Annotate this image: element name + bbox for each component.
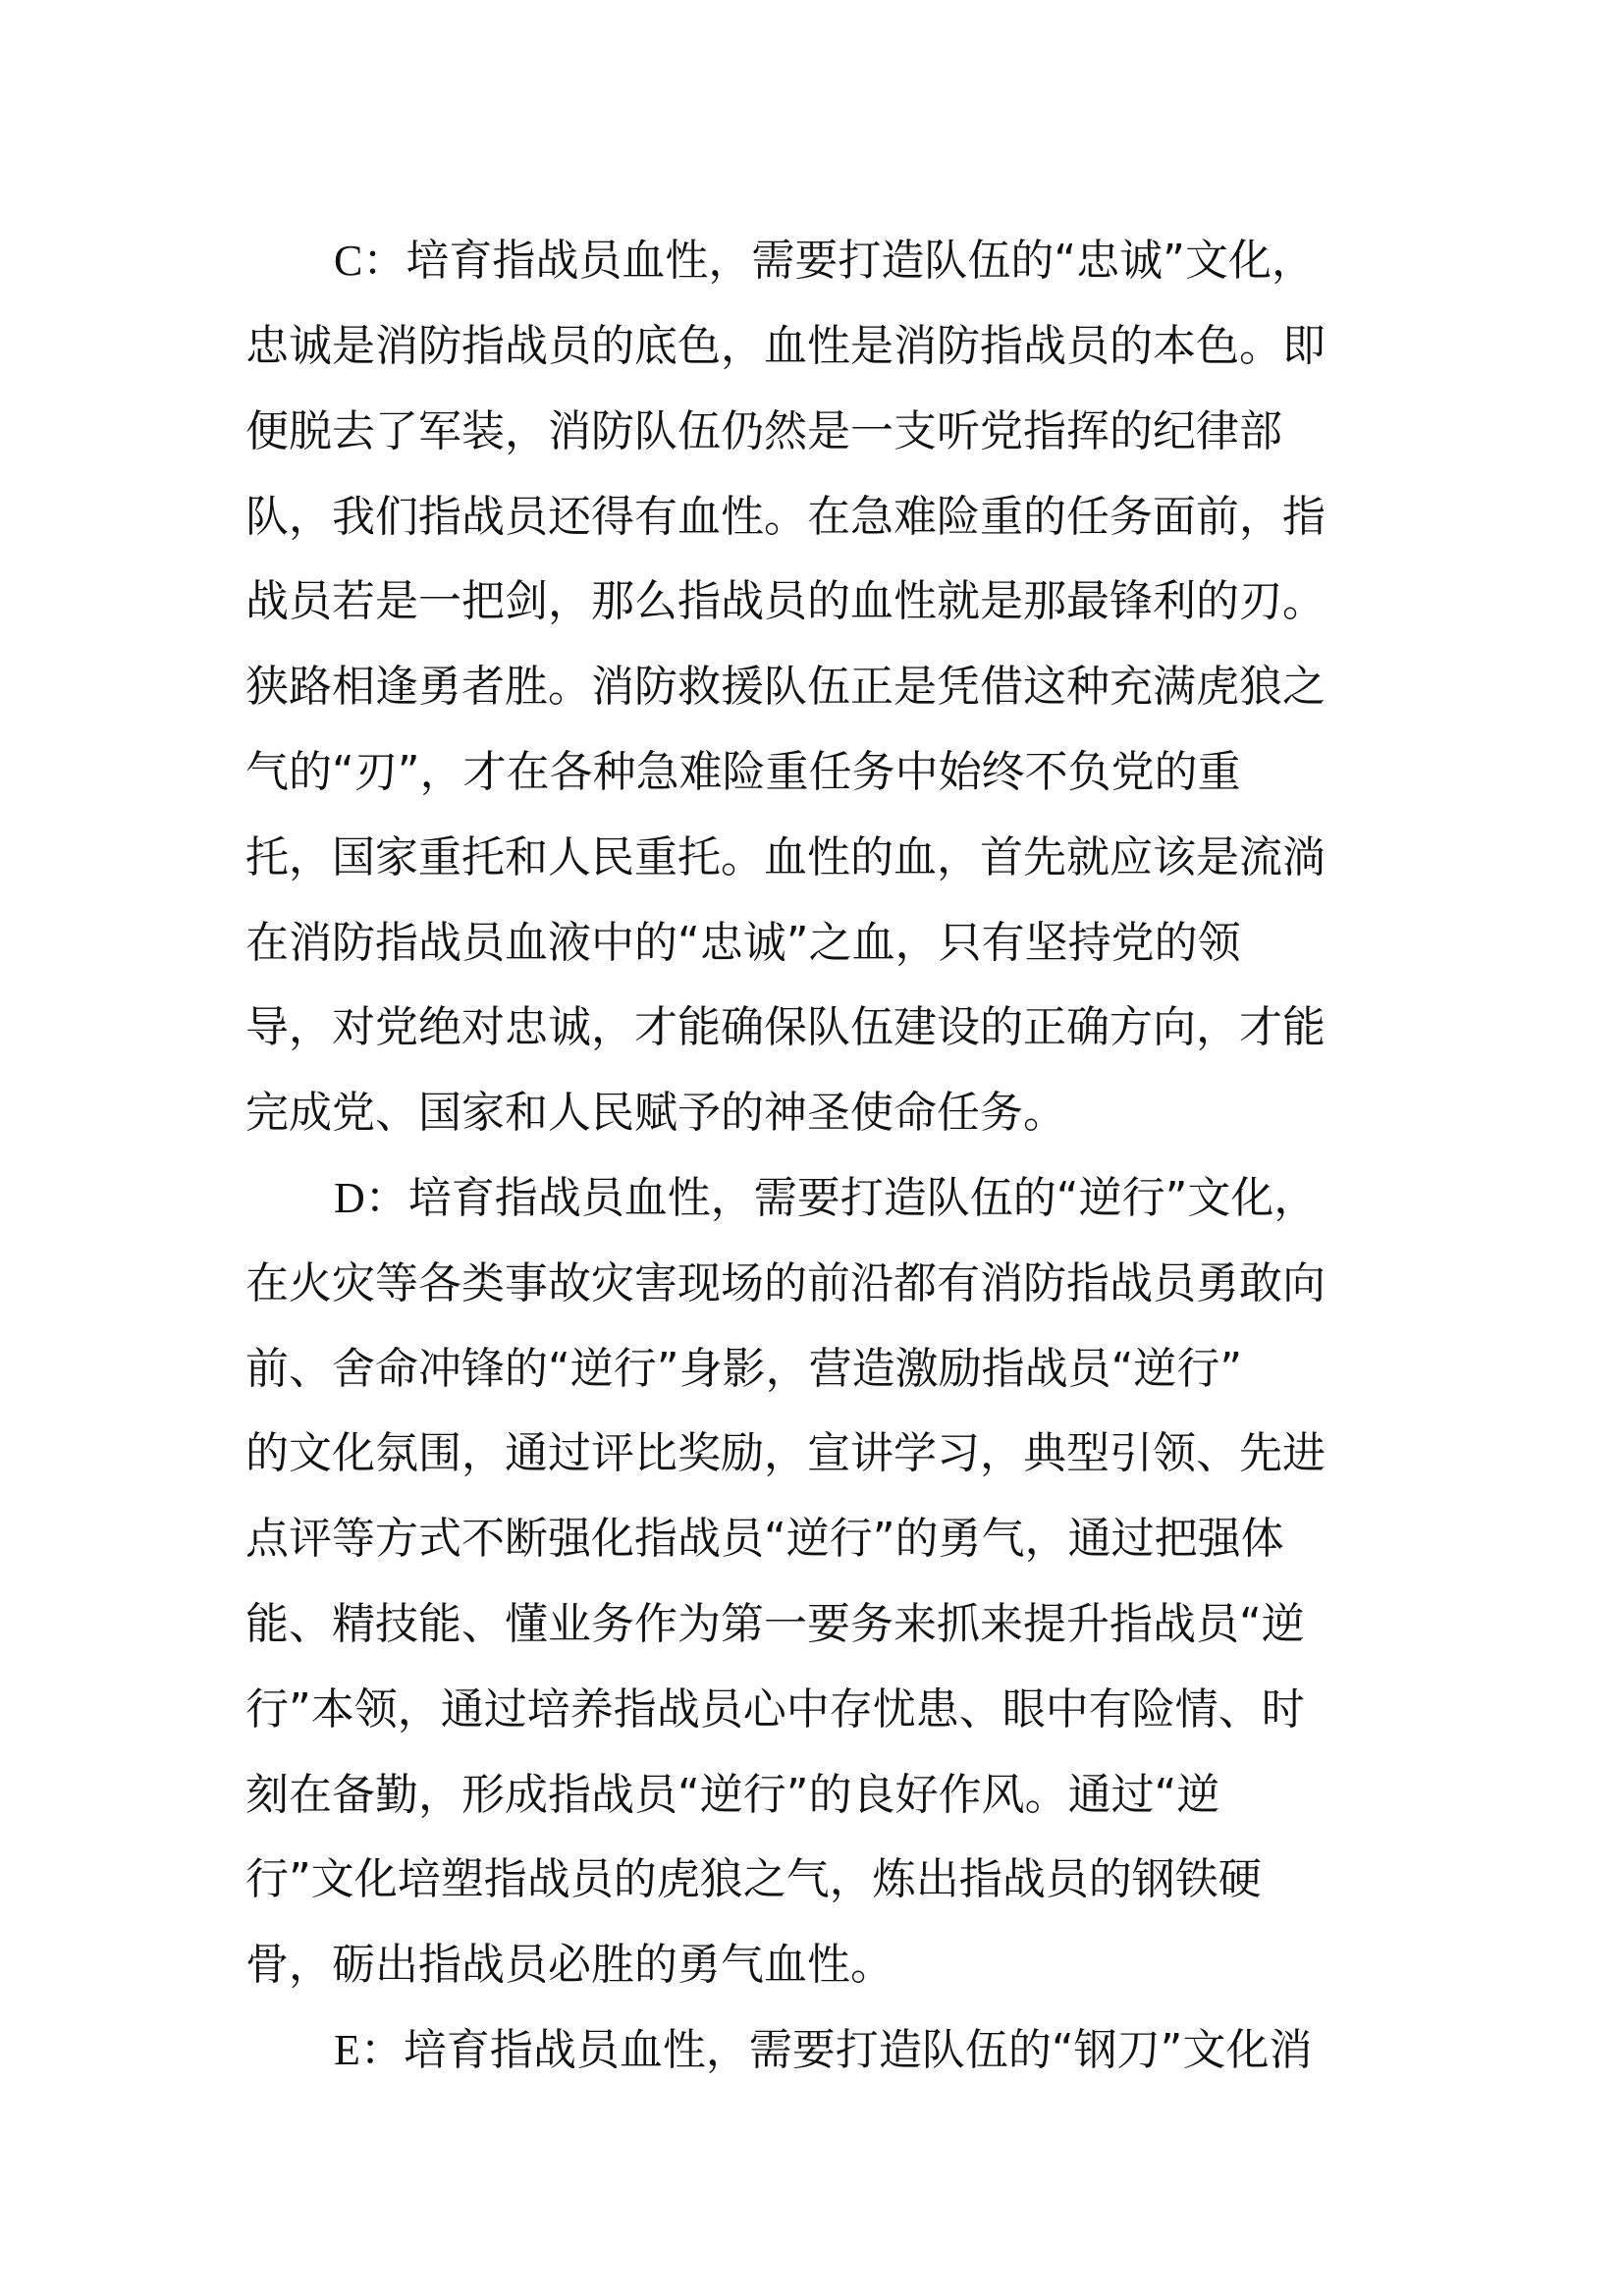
paragraph-d-line-8: 刻在备勤，形成指战员“逆行”的良好作风。通过“逆 bbox=[245, 1770, 1220, 1820]
paragraph-d-line-10: 骨，砺出指战员必胜的勇气血性。 bbox=[245, 1940, 893, 1990]
paragraph-c-line-5: 战员若是一把剑，那么指战员的血性就是那最锋利的刃。 bbox=[245, 576, 1326, 626]
paragraph-d-line-7: 行”本领，通过培养指战员心中存忧患、眼中有险情、时 bbox=[245, 1684, 1305, 1735]
paragraph-c-line-1: C：培育指战员血性，需要打造队伍的“忠诚”文化， bbox=[334, 236, 1315, 286]
paragraph-marker-c: C bbox=[334, 237, 363, 285]
paragraph-e-line-1: E：培育指战员血性，需要打造队伍的“钢刀”文化消 bbox=[334, 2025, 1313, 2075]
paragraph-d-line-2: 在火灾等各类事故灾害现场的前沿都有消防指战员勇敢向 bbox=[245, 1258, 1326, 1308]
paragraph-c-line-11: 完成党、国家和人民赋予的神圣使命任务。 bbox=[245, 1088, 1066, 1138]
paragraph-d-line-3: 前、舍命冲锋的“逆行”身影，营造激励指战员“逆行” bbox=[245, 1344, 1243, 1394]
paragraph-c-line-6: 狭路相逢勇者胜。消防救援队伍正是凭借这种充满虎狼之 bbox=[245, 662, 1326, 712]
paragraph-c-line-8: 托，国家重托和人民重托。血性的血，首先就应该是流淌 bbox=[245, 832, 1326, 882]
paragraph-c-line-10: 导，对党绝对忠诚，才能确保队伍建设的正确方向，才能 bbox=[245, 1002, 1326, 1052]
paragraph-d-line-6: 能、精技能、懂业务作为第一要务来抓来提升指战员“逆 bbox=[245, 1599, 1305, 1649]
paragraph-marker-d: D bbox=[334, 1174, 365, 1222]
paragraph-c-line-7: 气的“刃”，才在各种急难险重任务中始终不负党的重 bbox=[245, 747, 1241, 797]
paragraph-d-line-9: 行”文化培塑指战员的虎狼之气，炼出指战员的钢铁硬 bbox=[245, 1854, 1262, 1904]
paragraph-c-line-3: 便脱去了军装，消防队伍仍然是一支听党指挥的纪律部 bbox=[245, 406, 1282, 456]
paragraph-c-line-4: 队，我们指战员还得有血性。在急难险重的任务面前，指 bbox=[245, 492, 1326, 542]
paragraph-d-line-1: D：培育指战员血性，需要打造队伍的“逆行”文化， bbox=[334, 1173, 1318, 1223]
paragraph-marker-e: E bbox=[334, 2026, 360, 2074]
paragraph-d-line-4: 的文化氛围，通过评比奖励，宣讲学习，典型引领、先进 bbox=[245, 1428, 1326, 1478]
paragraph-d-line-5: 点评等方式不断强化指战员“逆行”的勇气，通过把强体 bbox=[245, 1514, 1284, 1564]
paragraph-c-line-2: 忠诚是消防指战员的底色，血性是消防指战员的本色。即 bbox=[245, 321, 1326, 371]
paragraph-c-line-9: 在消防指战员血液中的“忠诚”之血，只有坚持党的领 bbox=[245, 918, 1241, 968]
